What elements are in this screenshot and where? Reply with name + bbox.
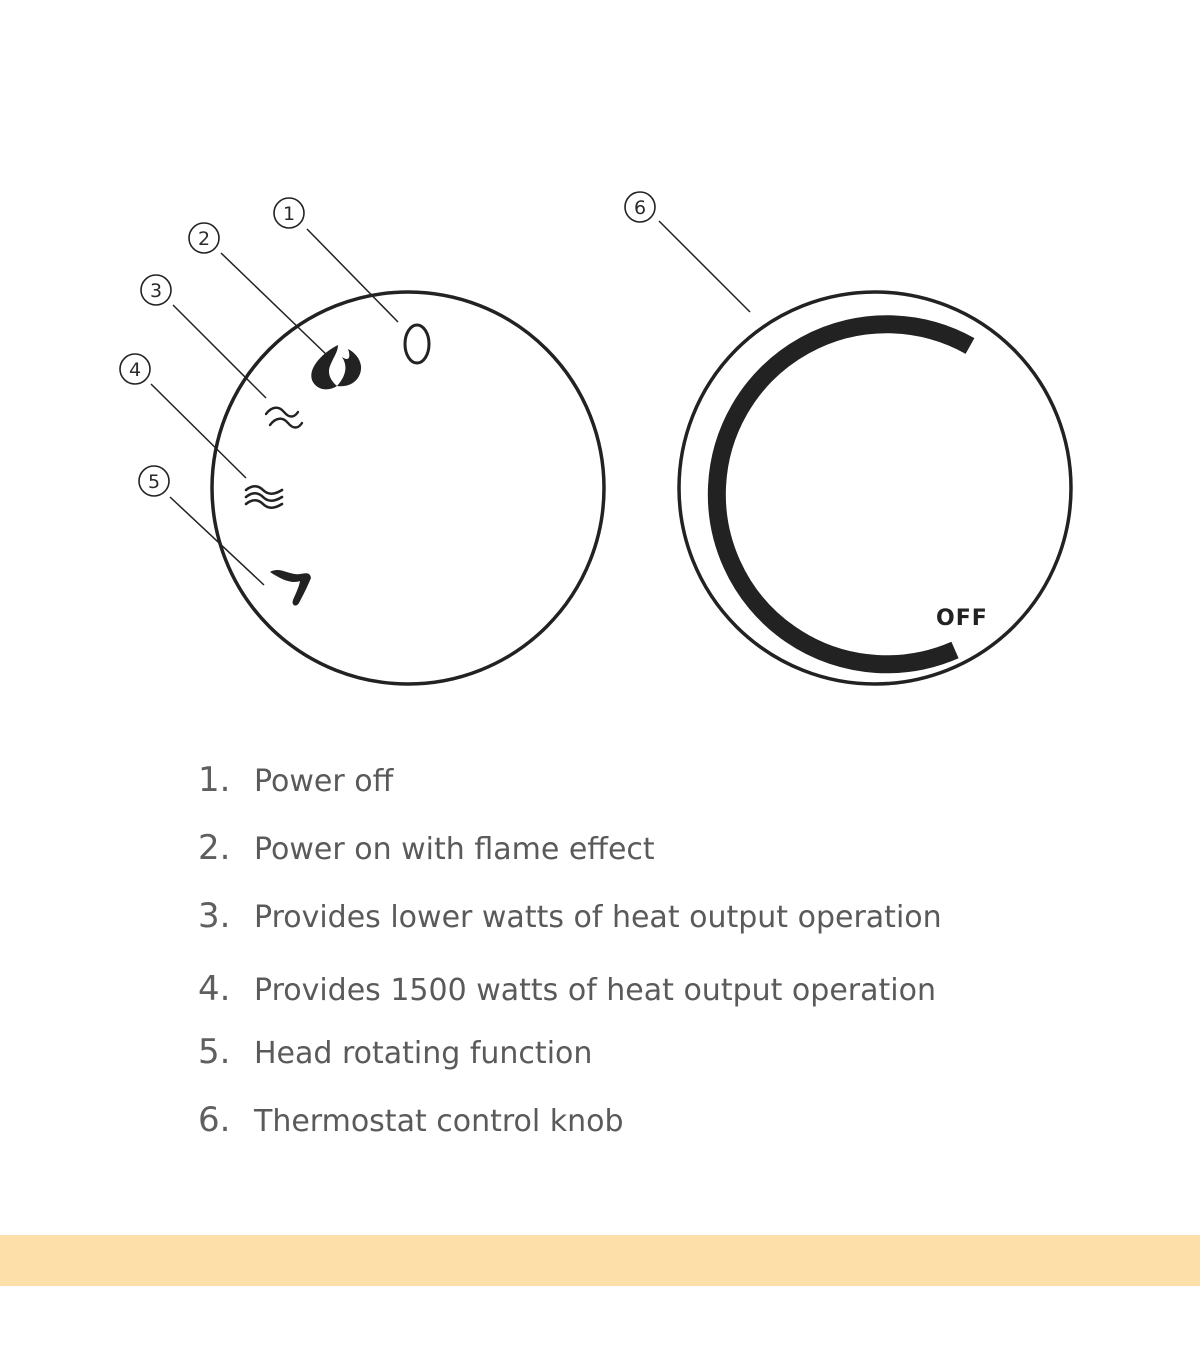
legend-item bbox=[198, 1100, 942, 1168]
callout-6-number: 6 bbox=[633, 197, 647, 219]
legend-item bbox=[198, 760, 942, 828]
callout-1 bbox=[274, 198, 304, 228]
legend-item bbox=[198, 828, 942, 896]
thermostat-off-label: OFF bbox=[936, 606, 988, 631]
legend-item bbox=[198, 1032, 942, 1100]
leader-line-5 bbox=[170, 497, 264, 585]
thermostat-knob-outer[interactable] bbox=[679, 292, 1071, 684]
legend-item bbox=[198, 969, 942, 1037]
footer-band bbox=[0, 1235, 1200, 1286]
legend-item-text: Provides lower watts of heat output operation bbox=[254, 900, 942, 935]
power-off-icon bbox=[405, 325, 429, 363]
high-heat-icon bbox=[246, 486, 282, 508]
legend-item-number: 3. bbox=[198, 896, 231, 936]
callout-1-number: 1 bbox=[282, 203, 296, 225]
rotate-icon bbox=[270, 570, 311, 606]
callout-3 bbox=[141, 275, 171, 305]
function-knob[interactable] bbox=[212, 292, 604, 684]
legend-item-text: Thermostat control knob bbox=[254, 1104, 624, 1139]
legend-item-text: Provides 1500 watts of heat output operation bbox=[254, 973, 936, 1008]
leader-line-1 bbox=[307, 229, 398, 322]
callout-2 bbox=[189, 223, 219, 253]
leader-line-3 bbox=[173, 305, 266, 398]
legend-item-number: 5. bbox=[198, 1032, 231, 1072]
callout-2-number: 2 bbox=[197, 228, 211, 250]
callout-6 bbox=[625, 192, 655, 222]
legend-item-text: Head rotating function bbox=[254, 1036, 593, 1071]
legend-list bbox=[198, 760, 942, 1168]
legend-item-number: 1. bbox=[198, 760, 231, 800]
leader-line-6 bbox=[659, 221, 750, 312]
legend-item bbox=[198, 896, 942, 964]
callout-5-number: 5 bbox=[147, 471, 161, 493]
callout-5 bbox=[139, 466, 169, 496]
legend-item-number: 6. bbox=[198, 1100, 231, 1140]
callout-4-number: 4 bbox=[128, 359, 142, 381]
legend-item-number: 2. bbox=[198, 828, 231, 868]
low-heat-icon bbox=[266, 408, 302, 428]
flame-icon bbox=[311, 345, 361, 389]
legend-item-text: Power on with flame effect bbox=[254, 832, 655, 867]
legend-item-text: Power off bbox=[254, 764, 394, 799]
callout-3-number: 3 bbox=[149, 280, 163, 302]
callout-4 bbox=[120, 354, 150, 384]
leader-lines bbox=[151, 221, 750, 585]
thermostat-scale-arc bbox=[717, 324, 970, 664]
leader-line-4 bbox=[151, 384, 246, 478]
legend-item-number: 4. bbox=[198, 969, 231, 1009]
